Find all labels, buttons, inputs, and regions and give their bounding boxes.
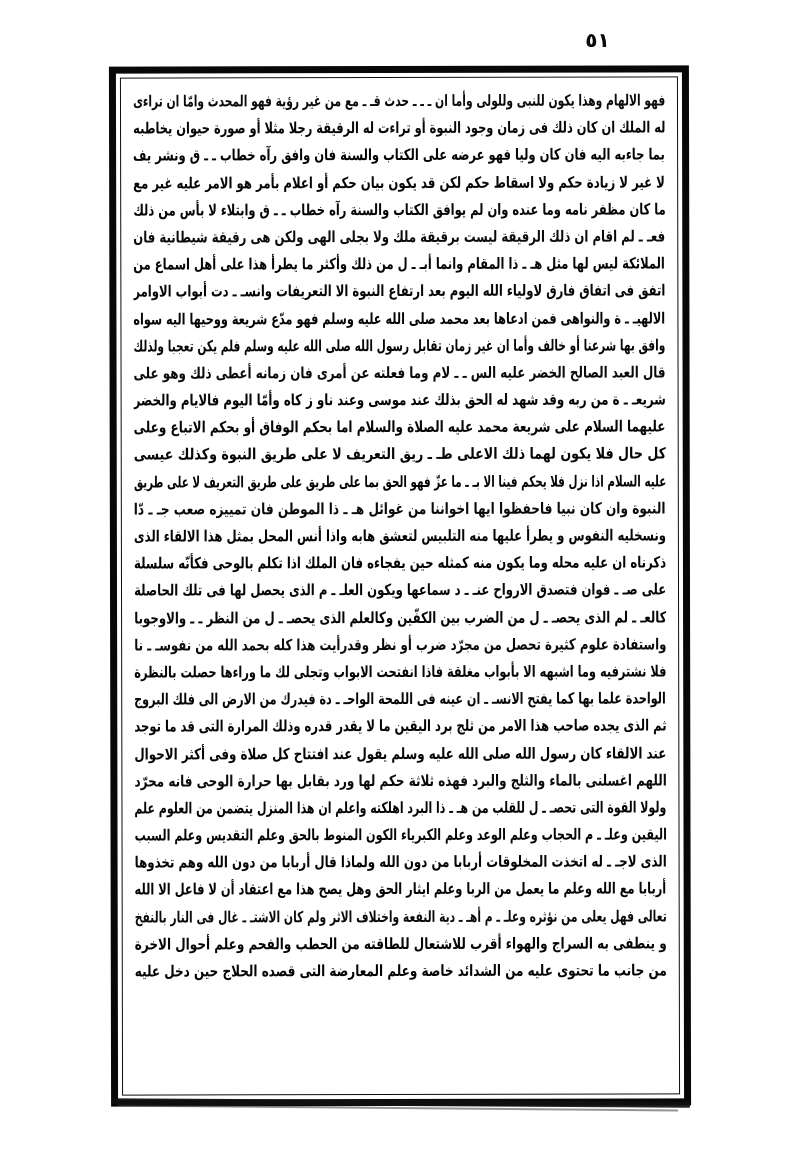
text-line [134, 387, 666, 415]
text-line [135, 957, 667, 985]
text-line [133, 87, 665, 115]
text-line-content: من جانب ما تحتوى عليه من الشدائد خاصة وعلم المعارضة التى قصده الحلاج حين دخل عليه [134, 961, 667, 981]
text-line-content: شريعـ ـ ة من ربه وقد شهد له الحق بذلك عند موسى وعند ناو ز كاه وأمّا اليوم فالايام والخضر [133, 390, 666, 410]
text-line [134, 740, 666, 768]
text-line-content: أربابا مع الله وعلم ما يعمل من الربا وعلم ايثار الحق وهل يصح هذا مع اعتقاد أن لا فاعل الا الله [134, 879, 667, 899]
text-line-content: ولولا القوة التى تحصـ ـ ل للقلب من هـ ـ ذا البرد اهلكته واعلم ان هذا المنزل يتضمن من العلوم علم [134, 798, 667, 818]
text-line [135, 849, 667, 877]
text-line-content: و ينطفى به السراج والهواء أقرب للاشتعال للطاقته من الحطب والفحم وعلم أحوال الاخرة [134, 934, 667, 954]
text-line-content: النبوة وان كان نبيا فاحفظوا ايها اخواننا من غوائل هـ ـ ذا الموطن فان تمييزه صعب جـ ـ دّا [134, 499, 666, 519]
text-line [134, 550, 666, 578]
text-line-content: لا غير لا زيادة حكم ولا اسقاط حكم لكن قد يكون بيان حكم أو اعلام بأمر هو الامر عليه غير مع [133, 173, 666, 193]
text-line [134, 767, 666, 795]
text-line [134, 604, 666, 632]
text-line [133, 223, 665, 251]
text-line-content: عليه السلام اذا نزل فلا يحكم فينا الا بـ ـ ما عزّ فهو الحق بما على طريق على طريق التعريف لا على طريق [133, 472, 666, 492]
text-line-content: عليهما السلام على شريعة محمد عليه الصلاة والسلام اما بحكم الوفاق أو بحكم الاتباع وعلى [133, 417, 666, 437]
text-line-content: اليقين وعلـ ـ م الحجاب وعلم الوعد وعلم الكبرياء الكون المنوط بالحق وعلم التقديس وعلم السبب [134, 825, 667, 845]
text-line-content: كالعـ ـ لم الذى يحصـ ـ ل من الضرب بين الكفّين وكالعلم الذى يحصـ ـ ل من النظر ـ ـ والاوجوبا [134, 608, 667, 628]
text-line [134, 713, 666, 741]
text-line [133, 169, 665, 197]
text-line-content: ونسخليه النفوس و يطرأ عليها منه التلبيس لتعشق هابه واذا أنس المحل بمثل هذا الالقاء الذى [133, 526, 666, 546]
text-line-content: وافق بها شرعنا أو خالف وأما ان غير زمان تقابل رسول الله صلى الله عليه وسلم فلم يكن تعجبا ولذلك [133, 336, 666, 356]
text-line-content: فهو الالهام وهذا يكون للنبى وللولى وأما ان ـ ـ ـ حدث قـ ـ مع من غير رؤية فهو المحدث وامّا ان تراءى [132, 91, 666, 111]
arabic-text-block [133, 87, 667, 1086]
text-line [133, 142, 665, 170]
text-line-content: الملائكة ليس لها مثل هـ ـ ذا المقام وانما أبـ ـ ل من ذلك وأكثر ما يطرأ هذا على أهل اسماع من [133, 254, 666, 274]
text-frame-outer [109, 65, 691, 1106]
text-line [134, 686, 666, 714]
text-line-content: بما جاءبه اليه فان كان وليا فهو عرضه على الكتاب والسنة فان وافق رآه خطاب ـ ـ ق ونشر يف [133, 145, 666, 165]
text-line [134, 414, 666, 442]
text-line [135, 903, 667, 931]
text-line [133, 305, 665, 333]
text-line [133, 251, 665, 279]
text-line [134, 658, 666, 686]
text-line [133, 196, 665, 224]
text-line [133, 115, 665, 143]
text-line-content: له الملك ان كان ذلك فى زمان وجود النبوة أو تراءت له الرقيقة رجلا مثلا أو صورة حيوان يخاطبه [133, 118, 666, 138]
text-line [133, 278, 665, 306]
folio-number-container [0, 30, 800, 51]
text-line [134, 468, 666, 496]
text-line [134, 495, 666, 523]
text-line-content: الالهيـ ـ ة والنواهى فمن ادعاها بعد محمد صلى الله عليه وسلم فهو مدّع شريعة ووحيها اليه سواه [133, 308, 666, 329]
text-line-content: على صـ ـ فوان فتصدق الارواح عنـ ـ د سماعها ويكون العلـ ـ م الذى يحصل لها فى تلك الحاصلة [133, 580, 667, 600]
text-line-content: فلا نشترفيه وما اشبهه الا بأبواب مغلقة فاذا انفتحت الابواب وتجلى لك ما وراءها حصلت بالنظرة [134, 662, 667, 682]
text-line-content: ذكرناه ان عليه محله وما يكون منه كمثله حين يفجاءه فان الملك اذا تكلم بالوحى فكأنّه سلسلة [133, 553, 666, 573]
text-line-content: واستفادة علوم كثيرة تحصل من مجرّد ضرب أو نظر وقدرأيت هذا كله بحمد الله من نفوسـ ـ نا [134, 635, 667, 655]
text-line-content: فعـ ـ لم اقام ان ذلك الرقيقة ليست برقيقة ملك ولا بجلى الهى ولكن هى رقيقة شيطانية فان [133, 227, 666, 247]
text-line-content: كل حال فلا يكون لهما ذلك الاعلى طـ ـ ريق التعريف لا على طريق النبوة وكذلك عيسى [133, 444, 666, 464]
page-number: ٥١ [585, 28, 610, 52]
text-line-content: قال العبد الصالح الخضر عليه الس ـ ـ لام وما فعلته عن أمرى فان زمانه أعطى ذلك وهو على [133, 363, 666, 383]
text-line [134, 794, 666, 822]
text-line [135, 930, 667, 958]
text-line-content: الذى لاجـ ـ له اتخذت المخلوقات أربابا من دون الله ولماذا قال أربابا من دون الله وهم تخذوها [134, 852, 667, 872]
text-line [134, 822, 666, 850]
text-line-content: تعالى فهل يعلى من نؤثره وعلـ ـ م أهـ ـ دية النفعة واختلاف الاثر ولم كان الاشتـ ـ غال فى النار بالنفخ [134, 907, 667, 927]
text-line [133, 332, 665, 360]
text-line [135, 876, 667, 904]
text-line-content: عند الالقاء كان رسول الله صلى الله عليه وسلم يقول عند افتتاح كل صلاة وفى أكثر الاحوال [134, 743, 667, 764]
text-line-content: ثم الذى يجده صاحب هذا الامر من ثلج برد اليقين ما لا يقدر قدره وذلك المرارة التى قد ما توجد [134, 716, 667, 736]
text-line [134, 631, 666, 659]
text-line [134, 359, 666, 387]
text-line-content: اللهم اغسلنى بالماء والثلج والبرد فهذه ثلاثة حكم لها ورد بقابل بها حرارة الوحى فانه محرّد [134, 771, 667, 791]
text-frame-inner [120, 76, 680, 1095]
text-line [134, 441, 666, 469]
text-line [134, 522, 666, 550]
text-line [134, 577, 666, 605]
text-line-content: ما كان مظفر نامه وما عنده وان لم يوافق الكتاب والسنة رآه خطاب ـ ـ ق وابتلاء لا بأس من ذلك [133, 200, 666, 220]
text-line-content: الواحدة علما بها كما يفتح الانسـ ـ ان عينه فى اللمحة الواحـ ـ دة فيدرك من الارض الى فلك البروج [134, 689, 667, 709]
text-line-content: اتفق فى اتفاق فارق لاولياء الله اليوم بعد ارتفاع النبوة الا التعريفات وانسـ ـ دت أبواب الاوامر [133, 281, 666, 301]
